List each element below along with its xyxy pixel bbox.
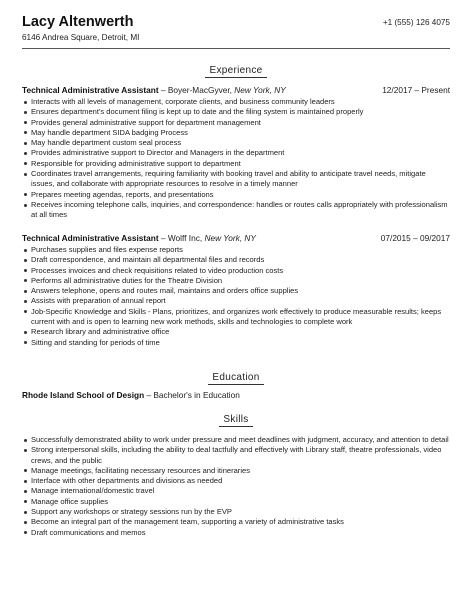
list-item: Manage office supplies bbox=[31, 497, 450, 507]
list-item: Performs all administrative duties for the Theatre Division bbox=[31, 276, 450, 286]
education-school: Rhode Island School of Design bbox=[22, 390, 145, 400]
list-item: Research library and administrative office bbox=[31, 327, 450, 337]
job-location: New York, NY bbox=[234, 85, 286, 95]
candidate-address: 6146 Andrea Square, Detroit, MI bbox=[22, 33, 140, 42]
list-item: May handle department SIDA badging Process bbox=[31, 128, 450, 138]
list-item: Prepares meeting agendas, reports, and presentations bbox=[31, 190, 450, 200]
list-item: Job-Specific Knowledge and Skills - Plans, prioritizes, and organizes work effectively to produce measurable results; keeps current with and is open to learning new work methods, skills and technologies to complete work bbox=[31, 307, 450, 328]
list-item: Support any workshops or strategy sessions run by the EVP bbox=[31, 507, 450, 517]
job-entry-2 bbox=[22, 233, 450, 348]
list-item: Processes invoices and check requisitions related to video production costs bbox=[31, 266, 450, 276]
list-item: Strong interpersonal skills, including the ability to deal tactfully and effectively with Library staff, theatre professionals, video crews, and the public bbox=[31, 445, 450, 466]
job-title: Technical Administrative Assistant bbox=[22, 85, 159, 95]
list-item: Assists with preparation of annual report bbox=[31, 296, 450, 306]
job-dates: 07/2015 – 09/2017 bbox=[380, 233, 450, 243]
job-header bbox=[22, 233, 450, 244]
list-item: Draft communications and memos bbox=[31, 528, 450, 538]
job-title: Technical Administrative Assistant bbox=[22, 233, 159, 243]
list-item: Provides administrative support to Director and Managers in the department bbox=[31, 148, 450, 158]
job-company: Wolff Inc, bbox=[167, 233, 205, 243]
list-item: Successfully demonstrated ability to work under pressure and meet deadlines with judgment, accuracy, and attention to detail bbox=[31, 435, 449, 444]
list-item: Become an integral part of the management team, supporting a variety of administrative tasks bbox=[31, 517, 450, 527]
list-item: Manage international/domestic travel bbox=[31, 486, 450, 496]
section-title-skills: Skills bbox=[22, 414, 450, 427]
list-item: May handle department custom seal process bbox=[31, 138, 450, 148]
list-item: Purchases supplies and files expense reports bbox=[31, 245, 450, 255]
list-item: Draft correspondence, and maintain all departmental files and records bbox=[31, 255, 450, 265]
job-separator: – bbox=[158, 233, 168, 243]
section-title-education: Education bbox=[22, 372, 450, 385]
education-degree: – Bachelor's in Education bbox=[144, 390, 240, 400]
list-item: Coordinates travel arrangements, requiring familiarity with booking travel and ability to anticipate travel needs, mitigate issues, and collaborate with appropriate resources to resolve in a timely manner bbox=[31, 169, 450, 190]
list-item: Manage meetings, facilitating necessary resources and itineraries bbox=[31, 466, 450, 476]
candidate-phone: +1 (555) 126 4075 bbox=[382, 18, 450, 27]
list-item: Responsible for providing administrative support to department bbox=[31, 159, 450, 169]
candidate-name: Lacy Altenwerth bbox=[22, 14, 134, 30]
job-separator: – bbox=[158, 85, 168, 95]
list-item: Ensures department's document filing is kept up to date and the filing system is maintained properly bbox=[31, 107, 450, 117]
job-company: Boyer-MacGyver, bbox=[167, 85, 235, 95]
list-item: Provides general administrative support for department management bbox=[31, 118, 450, 128]
skills-list bbox=[22, 435, 450, 538]
job-header bbox=[22, 85, 450, 96]
list-item: Receives incoming telephone calls, inquiries, and correspondence: handles or routes calls appropriately with professionalism at all times bbox=[31, 200, 450, 221]
job-bullet-list bbox=[22, 245, 450, 348]
job-location: New York, NY bbox=[204, 233, 256, 243]
header-divider bbox=[22, 48, 450, 49]
job-bullet-list bbox=[22, 97, 450, 221]
list-item: Sitting and standing for periods of time bbox=[31, 338, 450, 348]
list-item: Interacts with all levels of management, corporate clients, and business community leaders bbox=[31, 97, 450, 107]
job-entry-1 bbox=[22, 85, 450, 221]
job-dates: 12/2017 – Present bbox=[382, 85, 450, 95]
section-title-experience: Experience bbox=[22, 65, 450, 78]
list-item: Interface with other departments and divisions as needed bbox=[31, 476, 450, 486]
list-item: Answers telephone, opens and routes mail, maintains and orders office supplies bbox=[31, 286, 450, 296]
resume-header bbox=[22, 13, 450, 42]
education-entry bbox=[22, 390, 450, 401]
skills-section bbox=[22, 434, 450, 538]
